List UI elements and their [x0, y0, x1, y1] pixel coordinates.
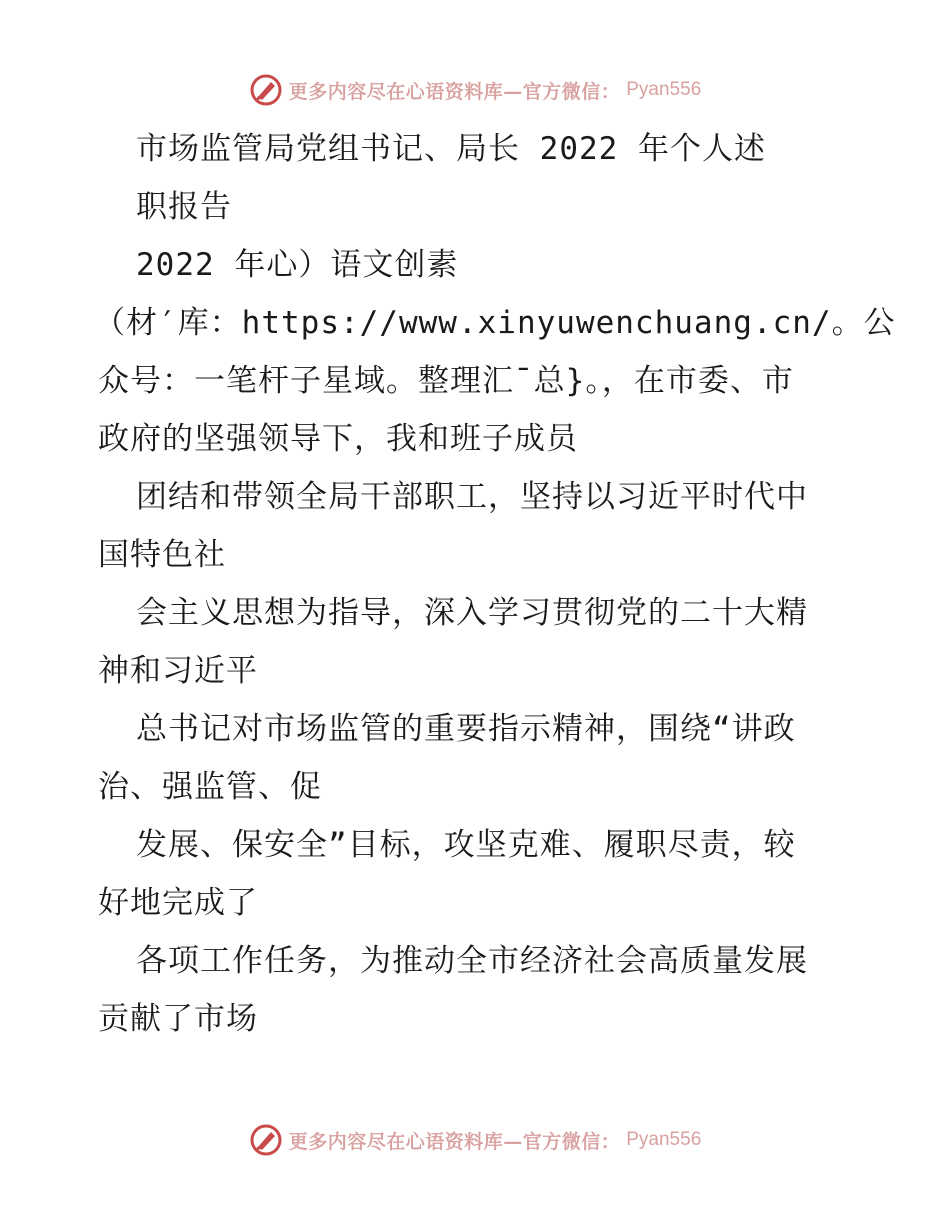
brand-logo-icon: [249, 73, 283, 107]
body-line: 治、强监管、促: [98, 769, 322, 805]
title-line-2: 职报告: [136, 189, 232, 225]
body-line: 团结和带领全局干部职工，坚持以习近平时代中: [136, 479, 808, 515]
body-line: 2022 年心）语文创素: [136, 247, 459, 283]
body-line: 神和习近平: [98, 653, 258, 689]
body-line: （材′库：https://www.xinyuwenchuang.cn/。公: [94, 305, 896, 341]
body-line: 贡献了市场: [98, 1001, 258, 1037]
watermark-text: 更多内容尽在心语资料库—官方微信：: [288, 1130, 621, 1153]
body-line: 总书记对市场监管的重要指示精神，围绕“讲政: [136, 711, 796, 747]
body-line: 各项工作任务，为推动全市经济社会高质量发展: [136, 943, 808, 979]
watermark-header: [0, 70, 950, 110]
watermark-text: 更多内容尽在心语资料库—官方微信：: [288, 80, 621, 103]
watermark-footer: [0, 1120, 950, 1160]
body-line: 发展、保安全”目标，攻坚克难、履职尽责，较: [136, 827, 796, 863]
watermark-handle: Pyan556: [626, 79, 702, 100]
body-line: 好地完成了: [98, 885, 258, 921]
body-line: 会主义思想为指导，深入学习贯彻党的二十大精: [136, 595, 808, 631]
watermark-handle: Pyan556: [626, 1129, 702, 1150]
body-line: 国特色社: [98, 537, 226, 573]
body-line: 众号：一笔杆子星域。整理汇¯总}。，在市委、市: [98, 363, 794, 399]
title-line-1: 市场监管局党组书记、局长 2022 年个人述: [136, 131, 766, 167]
brand-logo-icon: [249, 1123, 283, 1157]
body-line: 政府的坚强领导下，我和班子成员: [98, 421, 578, 457]
document-body: [94, 120, 896, 1048]
